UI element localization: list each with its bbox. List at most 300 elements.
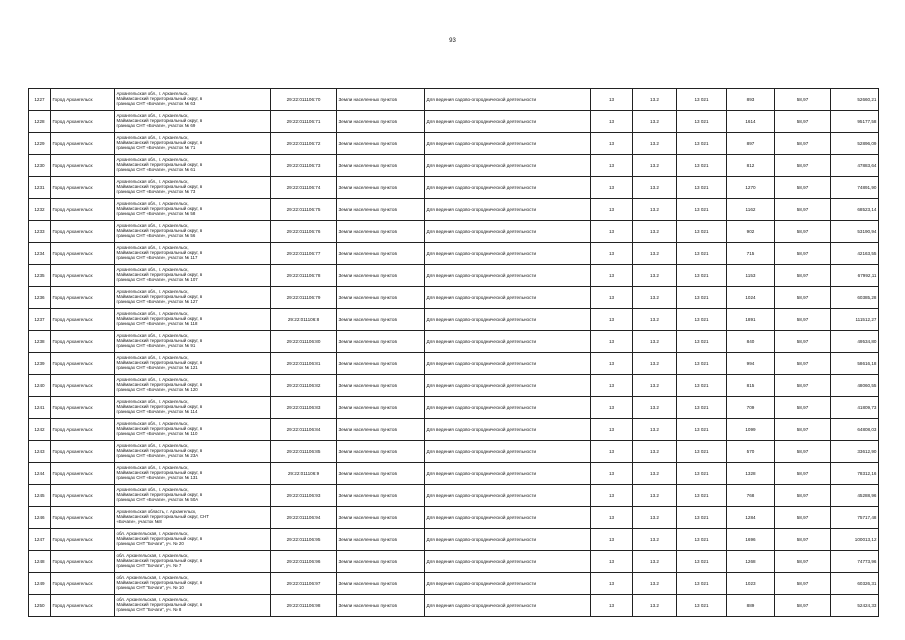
district-cell: Город Архангельск — [51, 441, 115, 463]
permitted-use-cell: Для ведения садово-огороднической деятельности — [425, 177, 591, 199]
address-line: границах СНТ «Бочаги», участок № 120 — [116, 386, 198, 392]
use-code-cell: 13 021 — [677, 397, 727, 419]
address-line: границах СНТ «Бочаги», участок № 118 — [116, 320, 198, 326]
address-line: Архангельская обл., г. Архангельск, — [116, 289, 189, 295]
use-code-cell: 13 021 — [677, 309, 727, 331]
address-line: Архангельская обл., г. Архангельск, — [116, 487, 189, 493]
district-cell: Город Архангельск — [51, 89, 115, 111]
group-code-cell: 13 — [591, 485, 633, 507]
specific-value-cell: 58,97 — [775, 507, 831, 529]
land-category-cell: Земли населенных пунктов — [337, 331, 425, 353]
group-code-cell: 13 — [591, 463, 633, 485]
area-cell: 902 — [727, 221, 775, 243]
subgroup-code-cell: 13.2 — [633, 397, 677, 419]
table-row — [29, 177, 879, 199]
area-cell: 889 — [727, 595, 775, 617]
address-line: границах СНТ «Бочаги», участок № 107 — [116, 276, 198, 282]
group-code-cell: 13 — [591, 551, 633, 573]
address-cell — [115, 463, 271, 485]
cadastral-value-cell: 75717,48 — [831, 507, 879, 529]
address-cell — [115, 397, 271, 419]
subgroup-code-cell: 13.2 — [633, 595, 677, 617]
cadastral-number-cell: 29:22:011106:9 — [271, 463, 337, 485]
address-line: границах СНТ «Бочаги», участок № 131 — [116, 474, 198, 480]
address-line: Маймаксанский территориальный округ, в — [116, 272, 203, 278]
area-cell: 1891 — [727, 309, 775, 331]
district-cell: Город Архангельск — [51, 507, 115, 529]
address-line: обл. Архангельская, г. Архангельск, — [116, 531, 189, 537]
permitted-use-cell: Для ведения садово-огороднической деятельности — [425, 309, 591, 331]
use-code-cell: 13 021 — [677, 375, 727, 397]
group-code-cell: 13 — [591, 133, 633, 155]
table-row — [29, 397, 879, 419]
district-cell: Город Архангельск — [51, 397, 115, 419]
address-line: границах СНТ «Бочаги», участок № 121 — [116, 364, 198, 370]
cadastral-value-cell: 74773,96 — [831, 551, 879, 573]
address-line: границах СНТ «Бочаги», участок № 117 — [116, 254, 198, 260]
address-line: Маймаксанский территориальный округ, в — [116, 448, 203, 454]
permitted-use-cell: Для ведения садово-огороднической деятельности — [425, 397, 591, 419]
address-line: Архангельская обл., г. Архангельск, — [116, 223, 189, 229]
address-line: границах СНТ «Бочаги», участок № 61 — [116, 166, 196, 172]
land-category-cell: Земли населенных пунктов — [337, 551, 425, 573]
permitted-use-cell: Для ведения садово-огороднической деятельности — [425, 111, 591, 133]
area-cell: 709 — [727, 397, 775, 419]
address-line: Архангельская обл., г. Архангельск, — [116, 245, 189, 251]
group-code-cell: 13 — [591, 111, 633, 133]
land-category-cell: Земли населенных пунктов — [337, 133, 425, 155]
specific-value-cell: 58,97 — [775, 177, 831, 199]
address-line: Архангельская обл., г. Архангельск, — [116, 333, 189, 339]
group-code-cell: 13 — [591, 595, 633, 617]
permitted-use-cell: Для ведения садово-огороднической деятельности — [425, 507, 591, 529]
cadastral-number-cell: 29:22:011106:85 — [271, 441, 337, 463]
land-category-cell: Земли населенных пунктов — [337, 177, 425, 199]
cadastral-number-cell: 29:22:011106:78 — [271, 265, 337, 287]
district-cell: Город Архангельск — [51, 265, 115, 287]
land-category-cell: Земли населенных пунктов — [337, 199, 425, 221]
district-cell: Город Архангельск — [51, 287, 115, 309]
address-line: Архангельская обл., г. Архангельск, — [116, 421, 189, 427]
cadastral-value-cell: 64808,03 — [831, 419, 879, 441]
address-line: границах СНТ «Бочаги», участок № 23А — [116, 452, 199, 458]
address-cell — [115, 133, 271, 155]
address-cell — [115, 375, 271, 397]
subgroup-code-cell: 13.2 — [633, 463, 677, 485]
group-code-cell: 13 — [591, 287, 633, 309]
cadastral-number-cell: 29:22:011106:96 — [271, 551, 337, 573]
row-number: 1250 — [29, 595, 51, 617]
table-row — [29, 309, 879, 331]
specific-value-cell: 58,97 — [775, 155, 831, 177]
address-line: Маймаксанский территориальный округ, в — [116, 96, 203, 102]
specific-value-cell: 58,97 — [775, 111, 831, 133]
subgroup-code-cell: 13.2 — [633, 485, 677, 507]
specific-value-cell: 58,97 — [775, 243, 831, 265]
district-cell: Город Архангельск — [51, 111, 115, 133]
row-number: 1248 — [29, 551, 51, 573]
specific-value-cell: 58,97 — [775, 265, 831, 287]
specific-value-cell: 58,97 — [775, 309, 831, 331]
cadastral-number-cell: 29:22:011106:97 — [271, 573, 337, 595]
row-number: 1237 — [29, 309, 51, 331]
table-row — [29, 199, 879, 221]
address-cell — [115, 595, 271, 617]
area-cell: 840 — [727, 331, 775, 353]
permitted-use-cell: Для ведения садово-огороднической деятельности — [425, 463, 591, 485]
specific-value-cell: 58,97 — [775, 441, 831, 463]
table-row — [29, 331, 879, 353]
district-cell: Город Архангельск — [51, 375, 115, 397]
use-code-cell: 13 021 — [677, 133, 727, 155]
address-cell — [115, 485, 271, 507]
group-code-cell: 13 — [591, 155, 633, 177]
address-line: Архангельская обл., г. Архангельск, — [116, 355, 189, 361]
table-body — [29, 89, 879, 617]
use-code-cell: 13 021 — [677, 243, 727, 265]
cadastral-value-cell: 78312,16 — [831, 463, 879, 485]
permitted-use-cell: Для ведения садово-огороднической деятельности — [425, 287, 591, 309]
cadastral-number-cell: 29:22:011106:93 — [271, 485, 337, 507]
specific-value-cell: 58,97 — [775, 89, 831, 111]
land-category-cell: Земли населенных пунктов — [337, 309, 425, 331]
district-cell: Город Архангельск — [51, 199, 115, 221]
table-row — [29, 353, 879, 375]
specific-value-cell: 58,97 — [775, 133, 831, 155]
cadastral-value-cell: 60385,28 — [831, 287, 879, 309]
table-row — [29, 243, 879, 265]
area-cell: 1153 — [727, 265, 775, 287]
use-code-cell: 13 021 — [677, 221, 727, 243]
group-code-cell: 13 — [591, 221, 633, 243]
use-code-cell: 13 021 — [677, 287, 727, 309]
row-number: 1243 — [29, 441, 51, 463]
cadastral-value-cell: 33612,90 — [831, 441, 879, 463]
address-line: Архангельская обл., г. Архангельск, — [116, 113, 189, 119]
land-category-cell: Земли населенных пунктов — [337, 375, 425, 397]
subgroup-code-cell: 13.2 — [633, 309, 677, 331]
address-line: границах СНТ «Бочаги», участок № 91 — [116, 342, 196, 348]
specific-value-cell: 58,97 — [775, 397, 831, 419]
table-row — [29, 463, 879, 485]
land-category-cell: Земли населенных пунктов — [337, 265, 425, 287]
group-code-cell: 13 — [591, 309, 633, 331]
cadastral-value-cell: 60326,31 — [831, 573, 879, 595]
address-line: Маймаксанский территориальный округ, в — [116, 470, 203, 476]
district-cell: Город Архангельск — [51, 573, 115, 595]
permitted-use-cell: Для ведения садово-огороднической деятельности — [425, 133, 591, 155]
row-number: 1241 — [29, 397, 51, 419]
address-line: Маймаксанский территориальный округ, в — [116, 206, 203, 212]
land-category-cell: Земли населенных пунктов — [337, 529, 425, 551]
address-cell — [115, 199, 271, 221]
specific-value-cell: 58,97 — [775, 419, 831, 441]
subgroup-code-cell: 13.2 — [633, 243, 677, 265]
area-cell: 1099 — [727, 419, 775, 441]
page-number: 93 — [449, 38, 456, 44]
address-line: границах СНТ «Бочаги», участок № 114 — [116, 408, 198, 414]
row-number: 1234 — [29, 243, 51, 265]
permitted-use-cell: Для ведения садово-огороднической деятельности — [425, 485, 591, 507]
subgroup-code-cell: 13.2 — [633, 331, 677, 353]
cadastral-value-cell: 100013,12 — [831, 529, 879, 551]
permitted-use-cell: Для ведения садово-огороднической деятельности — [425, 595, 591, 617]
address-line: Маймаксанский территориальный округ, СНТ — [116, 514, 209, 520]
permitted-use-cell: Для ведения садово-огороднической деятельности — [425, 331, 591, 353]
subgroup-code-cell: 13.2 — [633, 573, 677, 595]
area-cell: 715 — [727, 243, 775, 265]
address-line: Маймаксанский территориальный округ, в — [116, 250, 203, 256]
cadastral-value-cell: 48060,55 — [831, 375, 879, 397]
address-line: Архангельская обл., г. Архангельск, — [116, 465, 189, 471]
area-cell: 768 — [727, 485, 775, 507]
land-category-cell: Земли населенных пунктов — [337, 573, 425, 595]
area-cell: 1328 — [727, 463, 775, 485]
cadastral-value-cell: 49534,80 — [831, 331, 879, 353]
cadastral-number-cell: 29:22:011106:74 — [271, 177, 337, 199]
address-line: Маймаксанский территориальный округ, в — [116, 580, 203, 586]
address-cell — [115, 353, 271, 375]
land-category-cell: Земли населенных пунктов — [337, 353, 425, 375]
group-code-cell: 13 — [591, 199, 633, 221]
address-line: Маймаксанский территориальный округ, в — [116, 338, 203, 344]
district-cell: Город Архангельск — [51, 595, 115, 617]
cadastral-value-cell: 52660,21 — [831, 89, 879, 111]
address-cell — [115, 221, 271, 243]
area-cell: 1023 — [727, 573, 775, 595]
group-code-cell: 13 — [591, 419, 633, 441]
land-category-cell: Земли населенных пунктов — [337, 221, 425, 243]
group-code-cell: 13 — [591, 375, 633, 397]
table-row — [29, 133, 879, 155]
address-line: Маймаксанский территориальный округ, в — [116, 316, 203, 322]
permitted-use-cell: Для ведения садово-огороднической деятельности — [425, 375, 591, 397]
address-line: Маймаксанский территориальный округ, в — [116, 184, 203, 190]
cadastral-number-cell: 29:22:011106:94 — [271, 507, 337, 529]
specific-value-cell: 58,97 — [775, 287, 831, 309]
area-cell: 812 — [727, 155, 775, 177]
permitted-use-cell: Для ведения садово-огороднической деятельности — [425, 573, 591, 595]
specific-value-cell: 58,97 — [775, 375, 831, 397]
cadastral-number-cell: 29:22:011106:83 — [271, 397, 337, 419]
row-number: 1227 — [29, 89, 51, 111]
address-line: Архангельская обл., г. Архангельск, — [116, 377, 189, 383]
cadastral-number-cell: 29:22:011106:81 — [271, 353, 337, 375]
subgroup-code-cell: 13.2 — [633, 199, 677, 221]
table-row — [29, 221, 879, 243]
address-line: Архангельская обл., г. Архангельск, — [116, 201, 189, 207]
use-code-cell: 13 021 — [677, 485, 727, 507]
cadastral-number-cell: 29:22:011106:75 — [271, 199, 337, 221]
address-line: границах СНТ «Бочаги», участок № 127 — [116, 298, 198, 304]
use-code-cell: 13 021 — [677, 199, 727, 221]
cadastral-value-cell: 67992,11 — [831, 265, 879, 287]
address-cell — [115, 287, 271, 309]
cadastral-number-cell: 29:22:011106:73 — [271, 155, 337, 177]
address-line: Маймаксанский территориальный округ, в — [116, 140, 203, 146]
land-category-cell: Земли населенных пунктов — [337, 595, 425, 617]
address-line: Маймаксанский территориальный округ, в — [116, 118, 203, 124]
cadastral-value-cell: 58616,18 — [831, 353, 879, 375]
table-row — [29, 375, 879, 397]
row-number: 1246 — [29, 507, 51, 529]
address-line: Архангельская область, г. Архангельск, — [116, 509, 197, 515]
subgroup-code-cell: 13.2 — [633, 551, 677, 573]
address-line: Маймаксанский территориальный округ, в — [116, 602, 203, 608]
cadastral-value-cell: 111512,27 — [831, 309, 879, 331]
address-line: границах СНТ «Бочаги», участок № 58 — [116, 210, 196, 216]
address-cell — [115, 419, 271, 441]
group-code-cell: 13 — [591, 507, 633, 529]
area-cell: 897 — [727, 133, 775, 155]
group-code-cell: 13 — [591, 331, 633, 353]
permitted-use-cell: Для ведения садово-огороднической деятельности — [425, 551, 591, 573]
subgroup-code-cell: 13.2 — [633, 287, 677, 309]
address-line: границах СНТ «Бочаги», участок № 71 — [116, 144, 196, 150]
row-number: 1233 — [29, 221, 51, 243]
land-category-cell: Земли населенных пунктов — [337, 89, 425, 111]
district-cell: Город Архангельск — [51, 133, 115, 155]
address-line: Маймаксанский территориальный округ, в — [116, 228, 203, 234]
cadastral-number-cell: 29:22:011106:70 — [271, 89, 337, 111]
row-number: 1245 — [29, 485, 51, 507]
use-code-cell: 13 021 — [677, 463, 727, 485]
address-line: Архангельская обл., г. Архангельск, — [116, 267, 189, 273]
table-row — [29, 485, 879, 507]
cadastral-number-cell: 29:22:011106:84 — [271, 419, 337, 441]
specific-value-cell: 58,97 — [775, 353, 831, 375]
area-cell: 1284 — [727, 507, 775, 529]
land-category-cell: Земли населенных пунктов — [337, 287, 425, 309]
group-code-cell: 13 — [591, 243, 633, 265]
district-cell: Город Архангельск — [51, 155, 115, 177]
table-row — [29, 529, 879, 551]
land-category-cell: Земли населенных пунктов — [337, 463, 425, 485]
row-number: 1228 — [29, 111, 51, 133]
row-number: 1231 — [29, 177, 51, 199]
use-code-cell: 13 021 — [677, 111, 727, 133]
address-cell — [115, 265, 271, 287]
land-category-cell: Земли населенных пунктов — [337, 507, 425, 529]
cadastral-number-cell: 29:22:011106:82 — [271, 375, 337, 397]
table-row — [29, 551, 879, 573]
row-number: 1230 — [29, 155, 51, 177]
cadastral-value-cell: 52424,33 — [831, 595, 879, 617]
subgroup-code-cell: 13.2 — [633, 419, 677, 441]
specific-value-cell: 58,97 — [775, 331, 831, 353]
district-cell: Город Архангельск — [51, 309, 115, 331]
address-line: границах СНТ «Бочаги», участок № 63 — [116, 100, 196, 106]
permitted-use-cell: Для ведения садово-огороднической деятельности — [425, 155, 591, 177]
use-code-cell: 13 021 — [677, 265, 727, 287]
row-number: 1232 — [29, 199, 51, 221]
address-line: Архангельская обл., г. Архангельск, — [116, 135, 189, 141]
land-category-cell: Земли населенных пунктов — [337, 441, 425, 463]
address-line: Маймаксанский территориальный округ, в — [116, 558, 203, 564]
cadastral-number-cell: 29:22:011106:72 — [271, 133, 337, 155]
cadastral-value-cell: 42163,55 — [831, 243, 879, 265]
permitted-use-cell: Для ведения садово-огороднической деятельности — [425, 265, 591, 287]
table-row — [29, 155, 879, 177]
permitted-use-cell: Для ведения садово-огороднической деятельности — [425, 221, 591, 243]
use-code-cell: 13 021 — [677, 155, 727, 177]
specific-value-cell: 58,97 — [775, 573, 831, 595]
specific-value-cell: 58,97 — [775, 551, 831, 573]
address-line: границах СНТ "Бочаги", уч. № 8 — [116, 606, 182, 612]
subgroup-code-cell: 13.2 — [633, 221, 677, 243]
address-line: «Бочаги», участок №8 — [116, 518, 162, 524]
subgroup-code-cell: 13.2 — [633, 441, 677, 463]
permitted-use-cell: Для ведения садово-огороднической деятельности — [425, 419, 591, 441]
cadastral-number-cell: 29:22:011106:76 — [271, 221, 337, 243]
cadastral-number-cell: 29:22:011106:77 — [271, 243, 337, 265]
group-code-cell: 13 — [591, 177, 633, 199]
table-row — [29, 89, 879, 111]
cadastral-number-cell: 29:22:011106:79 — [271, 287, 337, 309]
permitted-use-cell: Для ведения садово-огороднической деятельности — [425, 441, 591, 463]
subgroup-code-cell: 13.2 — [633, 89, 677, 111]
row-number: 1247 — [29, 529, 51, 551]
land-category-cell: Земли населенных пунктов — [337, 419, 425, 441]
land-category-cell: Земли населенных пунктов — [337, 155, 425, 177]
row-number: 1236 — [29, 287, 51, 309]
address-cell — [115, 243, 271, 265]
table-row — [29, 595, 879, 617]
address-cell — [115, 89, 271, 111]
cadastral-value-cell: 52896,09 — [831, 133, 879, 155]
subgroup-code-cell: 13.2 — [633, 507, 677, 529]
district-cell: Город Архангельск — [51, 353, 115, 375]
subgroup-code-cell: 13.2 — [633, 265, 677, 287]
address-line: обл. Архангельская, г. Архангельск, — [116, 575, 189, 581]
area-cell: 994 — [727, 353, 775, 375]
area-cell: 1024 — [727, 287, 775, 309]
address-line: Архангельская обл., г. Архангельск, — [116, 399, 189, 405]
row-number: 1235 — [29, 265, 51, 287]
cadastral-value-cell: 95177,58 — [831, 111, 879, 133]
address-cell — [115, 309, 271, 331]
cadastral-number-cell: 29:22:011106:98 — [271, 595, 337, 617]
table-row — [29, 441, 879, 463]
area-cell: 1268 — [727, 551, 775, 573]
address-cell — [115, 177, 271, 199]
address-cell — [115, 573, 271, 595]
subgroup-code-cell: 13.2 — [633, 375, 677, 397]
row-number: 1238 — [29, 331, 51, 353]
land-registry-table — [28, 88, 879, 617]
address-cell — [115, 529, 271, 551]
table-row — [29, 111, 879, 133]
table-row — [29, 287, 879, 309]
cadastral-value-cell: 68523,14 — [831, 199, 879, 221]
address-line: границах СНТ «Бочаги», участок № 73 — [116, 188, 196, 194]
address-line: Архангельская обл., г. Архангельск, — [116, 443, 189, 449]
address-cell — [115, 441, 271, 463]
table-row — [29, 507, 879, 529]
address-cell — [115, 551, 271, 573]
group-code-cell: 13 — [591, 353, 633, 375]
subgroup-code-cell: 13.2 — [633, 353, 677, 375]
address-line: Маймаксанский территориальный округ, в — [116, 536, 203, 542]
permitted-use-cell: Для ведения садово-огороднической деятельности — [425, 199, 591, 221]
permitted-use-cell: Для ведения садово-огороднической деятельности — [425, 243, 591, 265]
address-line: границах СНТ «Бочаги», участок № 50А — [116, 496, 199, 502]
row-number: 1249 — [29, 573, 51, 595]
use-code-cell: 13 021 — [677, 507, 727, 529]
use-code-cell: 13 021 — [677, 441, 727, 463]
address-line: обл. Архангельская, г. Архангельск, — [116, 597, 189, 603]
address-cell — [115, 111, 271, 133]
